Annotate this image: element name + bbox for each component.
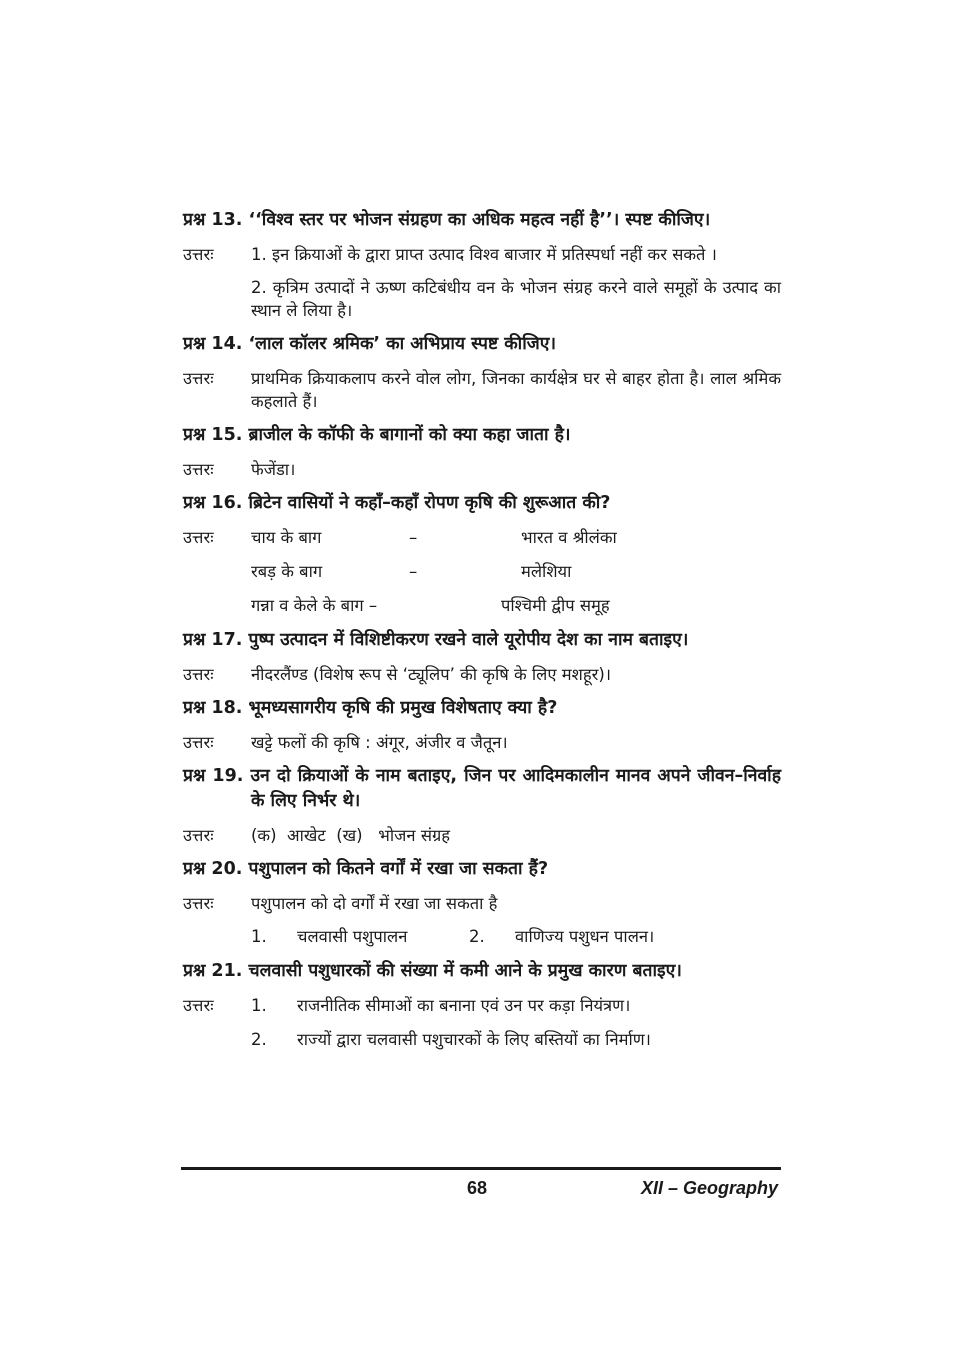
answer-label: उत्तरः (183, 460, 214, 479)
list-item: चलवासी पशुपालन (297, 927, 408, 946)
question-18: प्रश्न 18. भूमध्यसागरीय कृषि की प्रमुख विशेषताए क्या है? (183, 698, 558, 718)
footer-divider (181, 1167, 781, 1170)
answer-label: उत्तरः (183, 245, 214, 264)
place-name: मलेशिया (521, 562, 572, 581)
question-21: प्रश्न 21. चलवासी पशुधारकों की संख्या में कमी आने के प्रमुख कारण बताइए। (183, 961, 682, 981)
answer-19 (183, 824, 781, 847)
answer-16-row-1 (183, 526, 781, 549)
question-13: प्रश्न 13. ‘‘विश्व स्तर पर भोजन संग्रहण का अधिक महत्व नहीं है’’। स्पष्ट कीजिए। (183, 210, 711, 230)
subject-label: XII – Geography (640, 1178, 778, 1198)
answer-15-text: फेजेंडा। (251, 460, 296, 479)
dash: – (409, 562, 418, 581)
answer-label: उत्तरः (183, 826, 214, 845)
answer-13 (183, 243, 781, 266)
answer-label: उत्तरः (183, 665, 214, 684)
answer-14 (183, 367, 781, 413)
crop-name: रबड़ के बाग (251, 562, 323, 581)
list-item: राज्यों द्वारा चलवासी पशुचारकों के लिए बस्तियों का निर्माण। (297, 1030, 651, 1049)
page-number: 68 (467, 1178, 488, 1198)
answer-20-items (183, 925, 781, 948)
answer-18-text: खट्टे फलों की कृषि : अंगूर, अंजीर व जैतून। (251, 733, 508, 752)
answer-20-text: पशुपालन को दो वर्गों में रखा जा सकता है (251, 894, 498, 913)
answer-13-point-1: 1. इन क्रियाओं के द्वारा प्राप्त उत्पाद विश्व बाजार में प्रतिस्पर्धा नहीं कर सकते । (251, 245, 717, 264)
answer-14-text: प्राथमिक क्रियाकलाप करने वोल लोग, जिनका कार्यक्षेत्र घर से बाहर होता है। लाल श्रमिक कहलाते हैं। (251, 369, 781, 411)
list-item: वाणिज्य पशुधन पालन। (515, 927, 655, 946)
answer-17 (183, 663, 781, 686)
answer-label: उत्तरः (183, 894, 214, 913)
place-name: भारत व श्रीलंका (521, 528, 617, 547)
dash: – (409, 528, 418, 547)
list-item: राजनीतिक सीमाओं का बनाना एवं उन पर कड़ा नियंत्रण। (297, 996, 631, 1015)
question-16: प्रश्न 16. ब्रिटेन वासियों ने कहाँ–कहाँ रोपण कृषि की शुरूआत की? (183, 493, 611, 513)
item-number: 2. (469, 927, 485, 946)
answer-19-text: (क) आखेट (ख) भोजन संग्रह (251, 826, 451, 845)
question-14: प्रश्न 14. ‘लाल कॉलर श्रमिक’ का अभिप्राय स्पष्ट कीजिए। (183, 334, 557, 354)
item-number: 1. (251, 927, 267, 946)
answer-20 (183, 892, 781, 915)
answer-18 (183, 731, 781, 754)
question-19: प्रश्न 19. उन दो क्रियाओं के नाम बताइए, जिन पर आदिमकालीन मानव अपने जीवन–निर्वाह के लिए निर्भर थे। (183, 766, 781, 811)
answer-label: उत्तरः (183, 369, 214, 388)
crop-name: गन्ना व केले के बाग – (251, 596, 378, 615)
crop-name: चाय के बाग (251, 528, 322, 547)
answer-15 (183, 458, 781, 481)
answer-16-row-2 (183, 560, 781, 583)
question-20: प्रश्न 20. पशुपालन को कितने वर्गों में रखा जा सकता हैं? (183, 859, 549, 879)
page-content (183, 208, 781, 1062)
question-17: प्रश्न 17. पुष्प उत्पादन में विशिष्टीकरण रखने वाले यूरोपीय देश का नाम बताइए। (183, 630, 689, 650)
answer-label: उत्तरः (183, 996, 214, 1015)
answer-label: उत्तरः (183, 528, 214, 547)
answer-17-text: नीदरलैंण्ड (विशेष रूप से ‘ट्यूलिप’ की कृषि के लिए मशहूर)। (251, 665, 612, 684)
answer-16-row-3 (183, 594, 781, 617)
answer-13-point-2: 2. कृत्रिम उत्पादों ने ऊष्ण कटिबंधीय वन के भोजन संग्रह करने वाले समूहों के उत्पाद का स्थान ले लिया है। (251, 278, 781, 320)
question-15: प्रश्न 15. ब्राजील के कॉफी के बागानों को क्या कहा जाता है। (183, 425, 571, 445)
item-number: 2. (251, 1030, 267, 1049)
answer-label: उत्तरः (183, 733, 214, 752)
item-number: 1. (251, 996, 267, 1015)
answer-21-item-2 (183, 1028, 781, 1051)
place-name: पश्चिमी द्वीप समूह (501, 596, 610, 615)
answer-21-item-1 (183, 994, 781, 1017)
